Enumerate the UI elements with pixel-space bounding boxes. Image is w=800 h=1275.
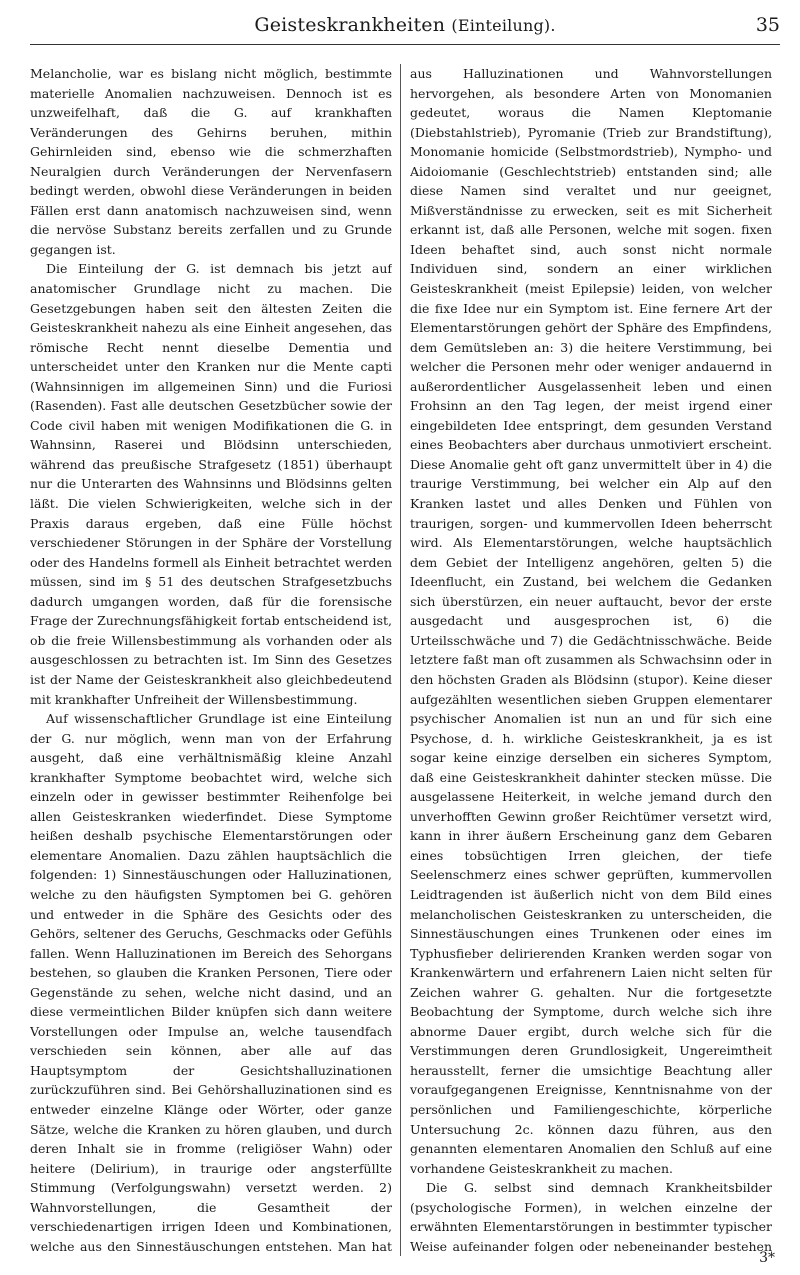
left-column [30,64,392,1256]
paragraph: Die G. selbst sind demnach Krankheitsbilder (psychologische Formen), in welchen einzelne der erwähnten Elementarstörungen in bestimmter typischer Weise aufeinander folgen oder nebeneinander bestehen [410,1180,772,1254]
paragraph: aus Halluzinationen und Wahnvorstellungen hervorgehen, als besondere Arten von Monomanien gedeutet, woraus die Namen Kleptomanie (Diebstahlstrieb), Pyromanie (Trieb zur Brandstiftung), Monomanie homicide (Selbstmordstrieb), Nympho- und Aidoiomanie (Geschlechtstrieb) entstanden sind; alle diese Namen sind veraltet und nur geeignet, Mißverständnisse zu erwecken, seit es mit Sicherheit erkannt ist, daß alle Personen, welche mit sogen. fixen Ideen behaftet sind, auch sonst nicht normale Individuen sind, sondern an einer wirklichen Geisteskrankheit (meist Epilepsie) leiden, von welcher die fixe Idee nur ein Symptom ist. Eine fernere Art der Elementarstörungen gehört der Sphäre des Empfindens, dem Gemütsleben an: 3) die heitere Verstimmung, bei welcher die Personen mehr oder weniger andauernd in außerordentlicher Ausgelassenheit leben und einen Frohsinn an den Tag legen, der meist irgend einer eingebildeten Idee entspringt, dem gesunden Verstand eines Beobachters aber durchaus unmotiviert erscheint. Diese Anomalie geht oft ganz unvermittelt über in 4) die traurige Verstimmung, bei welcher ein Alp auf den Kranken lastet und alles Denken und Fühlen von traurigen, sorgen- und kummervollen Ideen beherrscht wird. Als Elementarstörungen, welche hauptsächlich dem Gebiet der Intelligenz angehören, gelten 5) die Ideenflucht, ein Zustand, bei welchem die Gedanken sich überstürzen, ein neuer auftaucht, bevor der erste ausgedacht und ausgesprochen ist, 6) die Urteilsschwäche und 7) die Gedächtnisschwäche. Beide letztere faßt man oft zusammen als Schwachsinn oder in den höchsten Graden als Blödsinn (stupor). Keine dieser aufgezählten wesentlichen sieben Gruppen elementarer psychischer Anomalien ist nun an und für sich eine Psychose, d. h. wirkliche Geisteskrankheit, ja es ist sogar keine einzige derselben ein sicheres Symptom, daß eine Geisteskrankheit dahinter stecken müsse. Die ausgelassene Heiterkeit, in welche jemand durch den unverhofften Gewinn großer Reichtümer versetzt wird, kann in ihrer äußern Erscheinung ganz dem Gebaren eines tobsüchtigen Irren gleichen, der tiefe Seelenschmerz eines schwer geprüften, kummervollen Leidtragenden ist äußerlich nicht von dem Bild eines melancholischen Geisteskranken zu unterscheiden, die Sinnestäuschungen eines Trunkenen oder eines im Typhusfieber delirierenden Kranken werden sogar von Krankenwärtern und erfahrenern Laien nicht selten für Zeichen wahrer G. gehalten. Nur die fortgesetzte Beobachtung der Symptome, durch welche sich ihre abnorme Dauer ergibt, durch welche sich für die Verstimmungen deren Grundlosigkeit, Ungereimtheit herausstellt, ferner die umsichtige Beachtung aller voraufgegangenen Ereignisse, Kenntnisnahme von der persönlichen und Familiengeschichte, körperliche Untersuchung 2c. können dazu führen, aus den genannten elementaren Anomalien den Schluß auf eine vorhandene Geisteskrankheit zu machen. [410,66,772,1176]
paragraph: Auf wissenschaftlicher Grundlage ist eine Einteilung der G. nur möglich, wenn man von der Erfahrung ausgeht, daß eine verhältnismäßig kleine Anzahl krankhafter Symptome beobachtet wird, welche sich einzeln oder in gewisser bestimmter Reihenfolge bei allen Geisteskranken wiederfindet. Diese Symptome heißen deshalb psychische Elementarstörungen oder elementare Anomalien. Dazu zählen hauptsächlich die folgenden: 1) Sinnestäuschungen oder Halluzinationen, welche zu den häufigsten Symptomen bei G. gehören und entweder in die Sphäre des Gesichts oder des Gehörs, seltener des Geruchs, Geschmacks oder Gefühls fallen. Wenn Halluzinationen im Bereich des Sehorgans bestehen, so glauben die Kranken Personen, Tiere oder Gegenstände zu sehen, welche nicht dasind, und an diese vermeintlichen Bilder knüpfen sich dann weitere Vorstellungen oder Impulse an, welche tausendfach verschieden sein können, aber alle auf das Hauptsymptom der Gesichtshalluzinationen zurückzuführen sind. Bei Gehörshalluzinationen sind es entweder einzelne Klänge oder Wörter, oder ganze Sätze, welche die Kranken zu hören glauben, und durch deren Inhalt sie in fromme (religiöser Wahn) oder heitere (Delirium), in traurige oder angsterfüllte Stimmung (Verfolgungswahn) versetzt werden. 2) Wahnvorstellungen, die Gesamtheit der verschiedenartigen irrigen Ideen und Kombinationen, welche aus den Sinnestäuschungen entstehen. Man hat [30,711,392,1254]
column-divider [400,64,401,1256]
right-column [410,64,772,1256]
paragraph: Melancholie, war es bislang nicht möglich, bestimmte materielle Anomalien nachzuweisen. Dennoch ist es unzweifelhaft, daß die G. auf krankhaften Veränderungen des Gehirns beruhen, mithin Gehirnleiden sind, ebenso wie die schmerzhaften Neuralgien durch Veränderungen der Nervenfasern bedingt werden, obwohl diese Veränderungen in beiden Fällen erst dann anatomisch nachzuweisen sind, wenn die nervöse Substanz bereits zerfallen und zu Grunde gegangen ist. [30,66,392,257]
paragraph: Die Einteilung der G. ist demnach bis jetzt auf anatomischer Grundlage nicht zu machen. Die Gesetzgebungen haben seit den ältesten Zeiten die Geisteskrankheit nahezu als eine Einheit angesehen, das römische Recht nennt dieselbe Dementia und unterscheidet unter den Kranken nur die Mente capti (Wahnsinnigen im allgemeinen Sinn) und die Furiosi (Rasenden). Fast alle deutschen Gesetzbücher sowie der Code civil haben mit wenigen Modifikationen die G. in Wahnsinn, Raserei und Blödsinn unterschieden, während das preußische Strafgesetz (1851) überhaupt nur die Unterarten des Wahnsinns und Blödsinns gelten läßt. Die vielen Schwierigkeiten, welche sich in der Praxis daraus ergeben, daß eine Fülle höchst verschiedener Störungen in der Sphäre der Vorstellung oder des Handelns formell als Einheit betrachtet werden müssen, sind im § 51 des deutschen Strafgesetzbuchs dadurch umgangen worden, daß für die forensische Frage der Zurechnungsfähigkeit fortab entscheidend ist, ob die freie Willensbestimmung als vorhanden oder als ausgeschlossen zu betrachten ist. Im Sinn des Gesetzes ist der Name der Geisteskrankheit also gleichbedeutend mit krankhafter Unfreiheit der Willensbestimmung. [30,261,392,707]
running-title-main: Geisteskrankheiten [254,14,446,36]
page-number: 35 [755,14,780,36]
signature-mark: 3* [759,1250,775,1266]
running-title-sub: (Einteilung). [451,16,556,35]
page-header [30,4,780,45]
running-title [30,14,780,36]
